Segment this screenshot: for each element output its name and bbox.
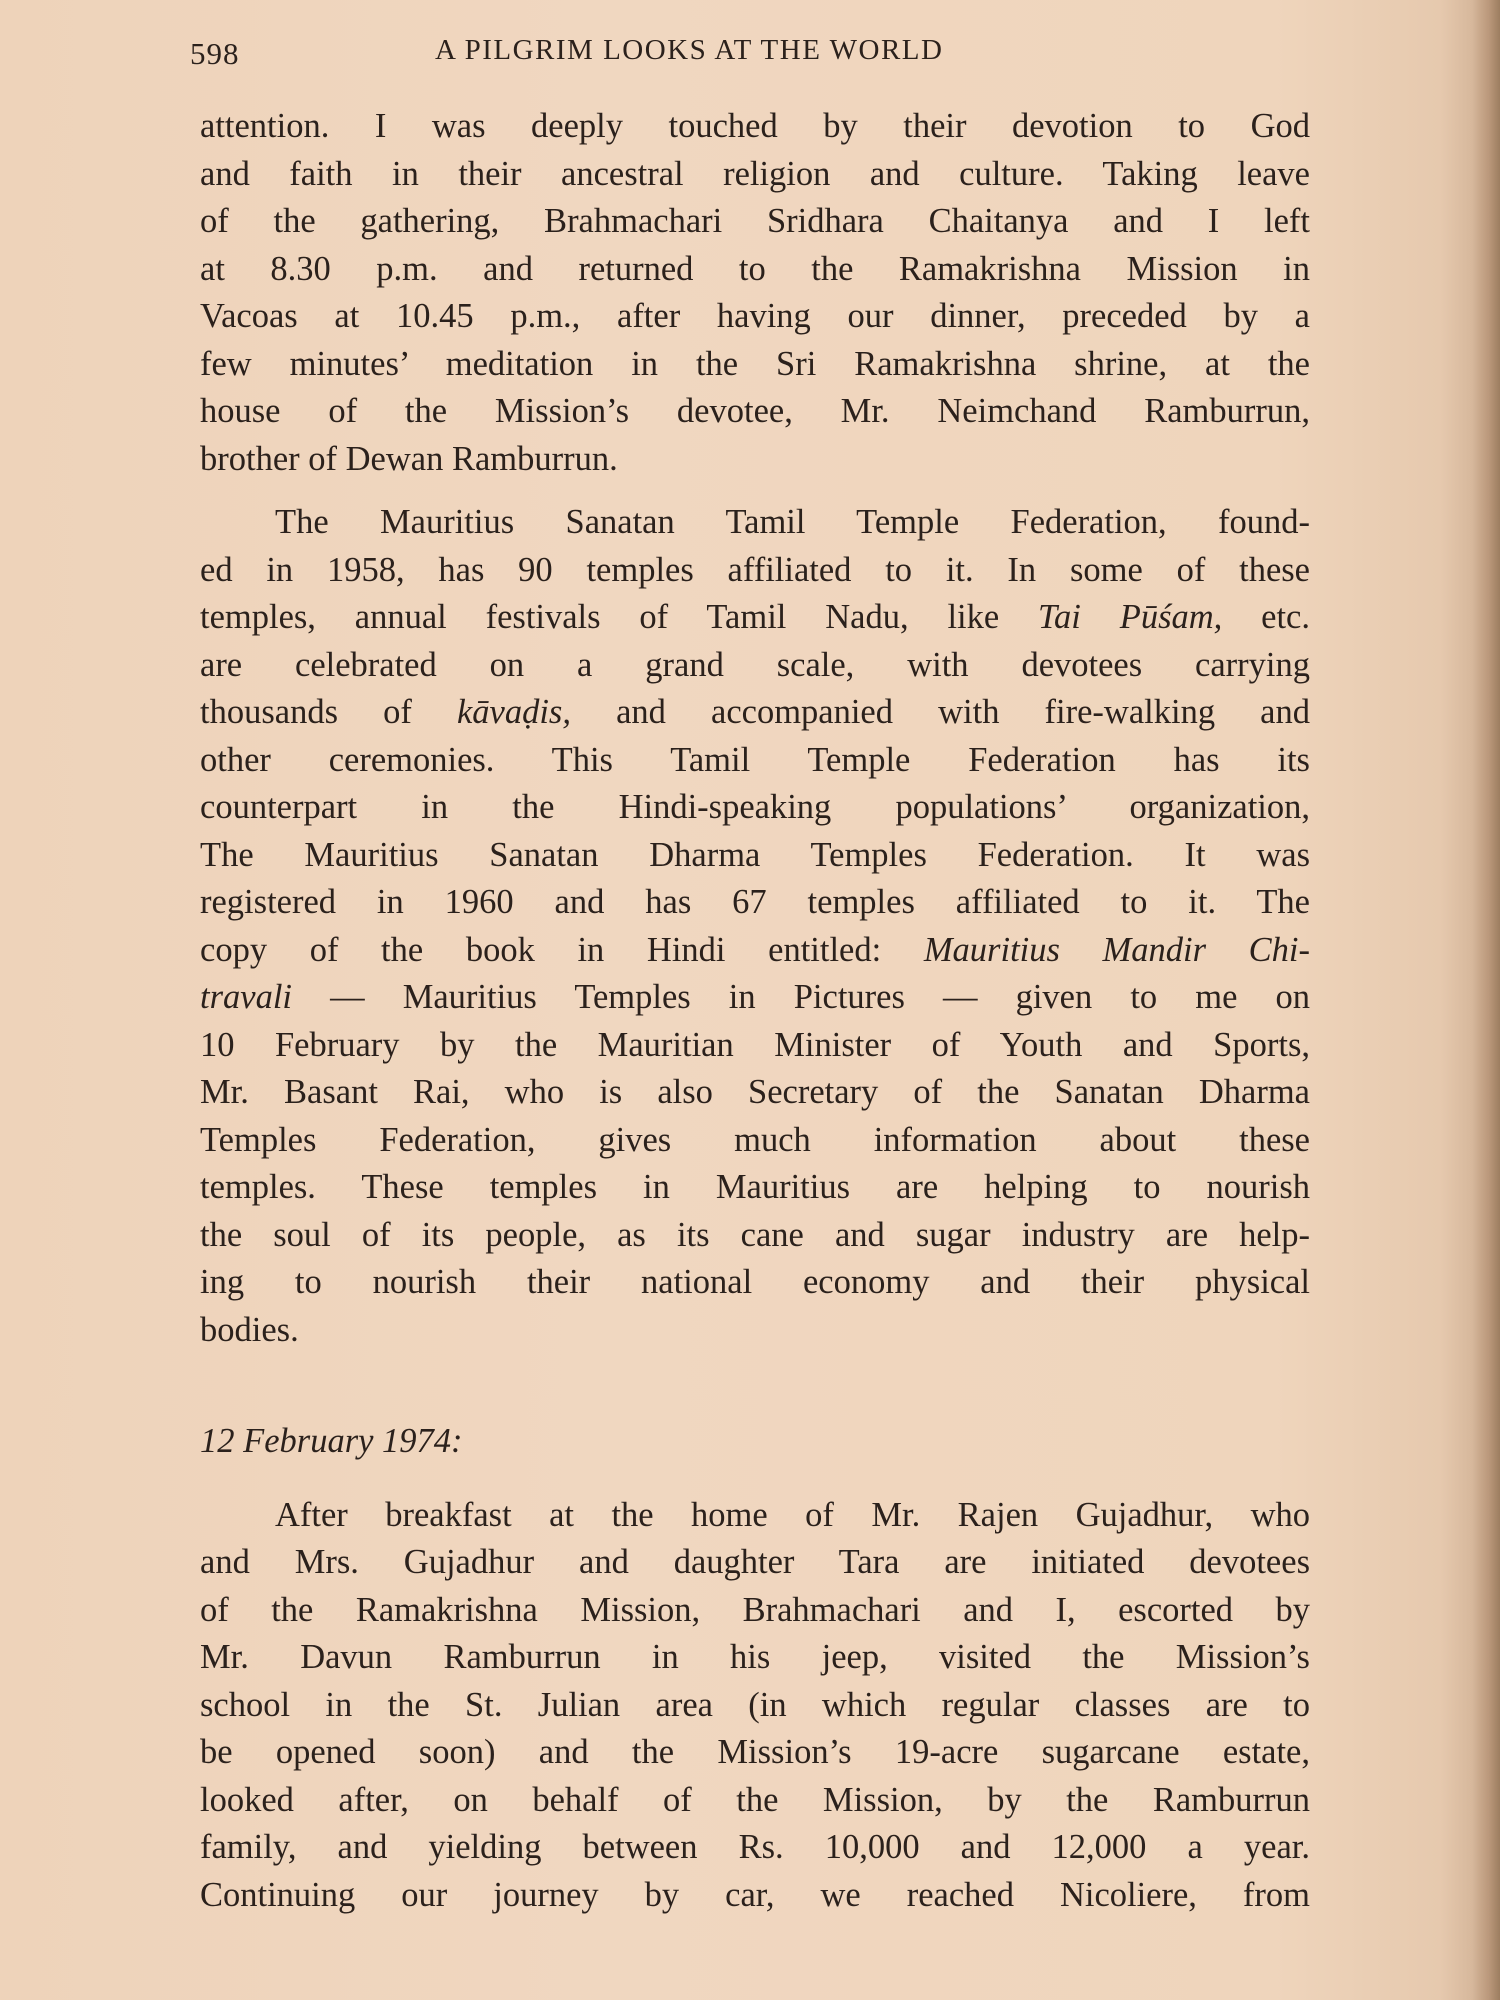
text-line: and Mrs. Gujadhur and daughter Tara are initiated devotees <box>200 1543 1310 1581</box>
text-line: and faith in their ancestral religion and culture. Taking leave <box>200 154 1310 193</box>
paragraph-1 <box>200 103 1310 483</box>
italic-term-tai-pusam: Tai Pūśam, <box>1038 598 1223 636</box>
text-line: The Mauritius Sanatan Tamil Temple Federation, found- <box>275 503 1310 541</box>
text-line: 10 February by the Mauritian Minister of Youth and Sports, <box>200 1025 1310 1064</box>
text-line: house of the Mission’s devotee, Mr. Neimchand Ramburrun, <box>200 392 1310 430</box>
text-line: family, and yielding between Rs. 10,000 and 12,000 a year. <box>200 1828 1310 1866</box>
text-line: are celebrated on a grand scale, with devotees carrying <box>200 645 1310 684</box>
text-line <box>200 689 1310 737</box>
text-line: registered in 1960 and has 67 temples affiliated to it. The <box>200 883 1310 921</box>
text-line: be opened soon) and the Mission’s 19-acre sugarcane estate, <box>200 1733 1310 1771</box>
text-line: Mr. Basant Rai, who is also Secretary of the Sanatan Dharma <box>200 1073 1310 1111</box>
text-line: The Mauritius Sanatan Dharma Temples Federation. It was <box>200 835 1310 874</box>
text-line: of the gathering, Brahmachari Sridhara Chaitanya and I left <box>200 202 1310 240</box>
paragraph-2 <box>200 499 1310 1354</box>
italic-book-title: Mauritius Mandir Chi- <box>923 930 1310 969</box>
text-line <box>200 927 1310 975</box>
text-line: ed in 1958, has 90 temples affiliated to it. In some of these <box>200 550 1310 589</box>
text-line: Vacoas at 10.45 p.m., after having our dinner, preceded by a <box>200 297 1310 335</box>
text-run: etc. <box>1222 598 1310 636</box>
italic-book-title: travali <box>200 978 292 1016</box>
text-line: bodies. <box>200 1310 299 1349</box>
text-line: After breakfast at the home of Mr. Rajen Gujadhur, who <box>275 1495 1310 1534</box>
text-line: other ceremonies. This Tamil Temple Federation has its <box>200 740 1310 779</box>
text-line: few minutes’ meditation in the Sri Ramakrishna shrine, at the <box>200 344 1310 383</box>
page-number: 598 <box>190 36 240 71</box>
section-gap <box>200 1466 1310 1492</box>
section-gap <box>200 1354 1310 1418</box>
paragraph-3 <box>200 1492 1310 1920</box>
text-line: counterpart in the Hindi-speaking populations’ organization, <box>200 788 1310 826</box>
date-heading: 12 February 1974: <box>200 1422 463 1460</box>
text-run: — Mauritius Temples in Pictures — given to me on <box>292 978 1310 1016</box>
text-line <box>200 974 1310 1022</box>
text-line: Temples Federation, gives much information about these <box>200 1120 1310 1159</box>
text-line: Continuing our journey by car, we reached Nicoliere, from <box>200 1875 1310 1914</box>
italic-term-kavadis: kāvaḍis, <box>456 693 571 731</box>
text-line: brother of Dewan Ramburrun. <box>200 439 618 478</box>
running-head: A PILGRIM LOOKS AT THE WORLD <box>435 34 944 66</box>
page-header <box>190 30 1070 80</box>
text-run: thousands of <box>200 693 457 731</box>
text-line: of the Ramakrishna Mission, Brahmachari and I, escorted by <box>200 1590 1310 1629</box>
text-line: the soul of its people, as its cane and sugar industry are help- <box>200 1215 1310 1254</box>
text-line: school in the St. Julian area (in which regular classes are to <box>200 1685 1310 1724</box>
body-text <box>200 103 1310 1919</box>
text-line: Mr. Davun Ramburrun in his jeep, visited the Mission’s <box>200 1638 1310 1676</box>
text-line: attention. I was deeply touched by their devotion to God <box>200 107 1310 145</box>
text-run: copy of the book in Hindi entitled: <box>200 930 924 969</box>
text-run: and accompanied with fire-walking and <box>570 693 1310 731</box>
text-line: temples. These temples in Mauritius are helping to nourish <box>200 1168 1310 1206</box>
text-line <box>200 594 1310 642</box>
paragraph-gap <box>200 483 1310 499</box>
text-run: temples, annual festivals of Tamil Nadu, like <box>200 598 1039 636</box>
text-line: ing to nourish their national economy and their physical <box>200 1263 1310 1301</box>
text-line: looked after, on behalf of the Mission, by the Ramburrun <box>200 1780 1310 1819</box>
book-spine-shadow <box>1472 0 1500 2000</box>
text-line: at 8.30 p.m. and returned to the Ramakrishna Mission in <box>200 249 1310 288</box>
